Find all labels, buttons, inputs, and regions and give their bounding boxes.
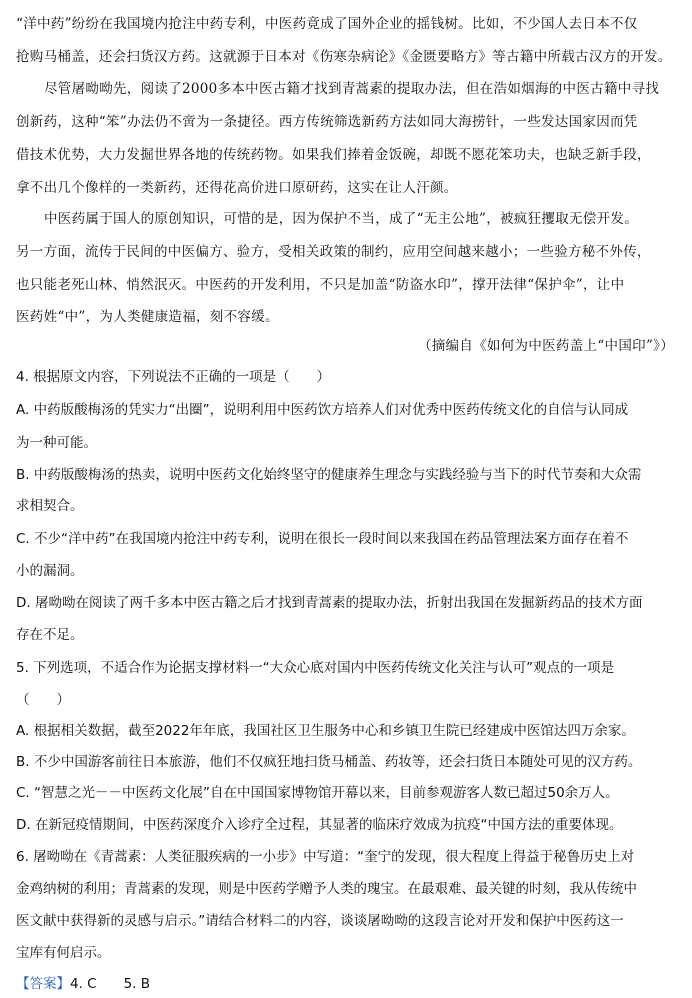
answer-text: 4. C 5. B [70,976,151,992]
question-4-option-d: D. 屠呦呦在阅读了两千多本中医古籍之后才找到青蒿素的提取办法，折射出我国在发掘新药品的技术方面 [16,595,643,611]
passage-line: 也只能老死山林、悄然泯灭。中医药的开发利用，不只是加盖“防盗水印”，撑开法律“保护伞”，让中 [16,277,625,293]
question-5-stem: （ ） [16,692,70,708]
passage-line: 尽管屠呦呦先，阅读了2000多本中医古籍才找到青蒿素的提取办法，但在浩如烟海的中医古籍中寻找 [44,81,660,97]
question-6-text: 医文献中获得新的灵感与启示。”请结合材料二的内容，谈谈屠呦呦的这段言论对开发和保护中医药这一 [16,913,624,929]
passage-line: 创新药，这种“笨”办法仍不啻为一条捷径。西方传统筛选新药方法如同大海捞针，一些发达国家因而凭 [16,114,638,130]
passage-line: 医药姓“中”，为人类健康造福，刻不容缓。 [16,309,279,325]
answer-line [16,972,150,992]
passage-line: 另一方面，流传于民间的中医偏方、验方，受相关政策的制约，应用空间越来越小；一些验方秘不外传， [16,244,651,260]
question-4-option-a: A. 中药版酸梅汤的凭实力“出圈”，说明利用中医药饮方培养人们对优秀中医药传统文化的自信与认同成 [16,402,629,418]
question-6-text: 金鸡纳树的利用；青蒿素的发现，则是中医药学赠予人类的瑰宝。在最艰难、最关键的时刻，我从传统中 [16,881,637,897]
passage-line: “洋中药”纷纷在我国境内抢注中药专利，中医药竟成了国外企业的摇钱树。比如，不少国人去日本不仅 [16,16,638,32]
question-4-option-b: 求相契合。 [16,498,84,514]
question-4-option-c: 小的漏洞。 [16,563,84,579]
question-5-stem: 5. 下列选项，不适合作为论据支撑材料一“大众心底对国内中医药传统文化关注与认可”观点的一项是 [16,660,615,676]
question-4-option-c: C. 不少“洋中药”在我国境内抢注中药专利，说明在很长一段时间以来我国在药品管理法案方面存在着不 [16,531,629,547]
question-5-option-a: A. 根据相关数据，截至2022年年底，我国社区卫生服务中心和乡镇卫生院已经建成中医馆达四万余家。 [16,723,635,739]
passage-source: （摘编自《如何为中医药盖上“中国印”》） [417,338,674,354]
question-6-text: 6. 屠呦呦在《青蒿素：人类征服疾病的一小步》中写道：“奎宁的发现，很大程度上得益于秘鲁历史上对 [16,849,635,865]
question-4-option-d: 存在不足。 [16,627,84,643]
passage-line: 借技术优势，大力发掘世界各地的传统药物。如果我们捧着金饭碗，却既不愿花笨功夫，也缺乏新手段， [16,147,651,163]
question-5-option-b: B. 不少中国游客前往日本旅游，他们不仅疯狂地扫货马桶盖、药妆等，还会扫货日本随处可见的汉方药。 [16,754,642,770]
question-4-option-a: 为一种可能。 [16,435,97,451]
question-5-option-c: C. “智慧之光－－中医药文化展”自在中国国家博物馆开幕以来，目前参观游客人数已超过50余万人。 [16,785,619,801]
passage-line: 拿不出几个像样的一类新药，还得花高价进口原研药，这实在让人汗颜。 [16,180,458,196]
question-4-option-b: B. 中药版酸梅汤的热卖，说明中医药文化始终坚守的健康养生理念与实践经验与当下的时代节奏和大众需 [16,467,642,483]
passage-line: 抢购马桶盖，还会扫货汉方药。这就源于日本对《伤寒杂病论》《金匮要略方》等古籍中所载古汉方的开发。 [16,49,672,65]
answer-label: 【答案】 [16,976,70,992]
question-4-stem: 4. 根据原文内容，下列说法不正确的一项是（ ） [16,369,331,385]
question-5-option-d: D. 在新冠疫情期间，中医药深度介入诊疗全过程，其显著的临床疗效成为抗疫“中国方法的重要体现。 [16,817,623,833]
passage-line: 中医药属于国人的原创知识，可惜的是，因为保护不当，成了“无主公地”，被疯狂攫取无偿开发。 [44,211,639,227]
question-6-text: 宝库有何启示。 [16,945,111,961]
